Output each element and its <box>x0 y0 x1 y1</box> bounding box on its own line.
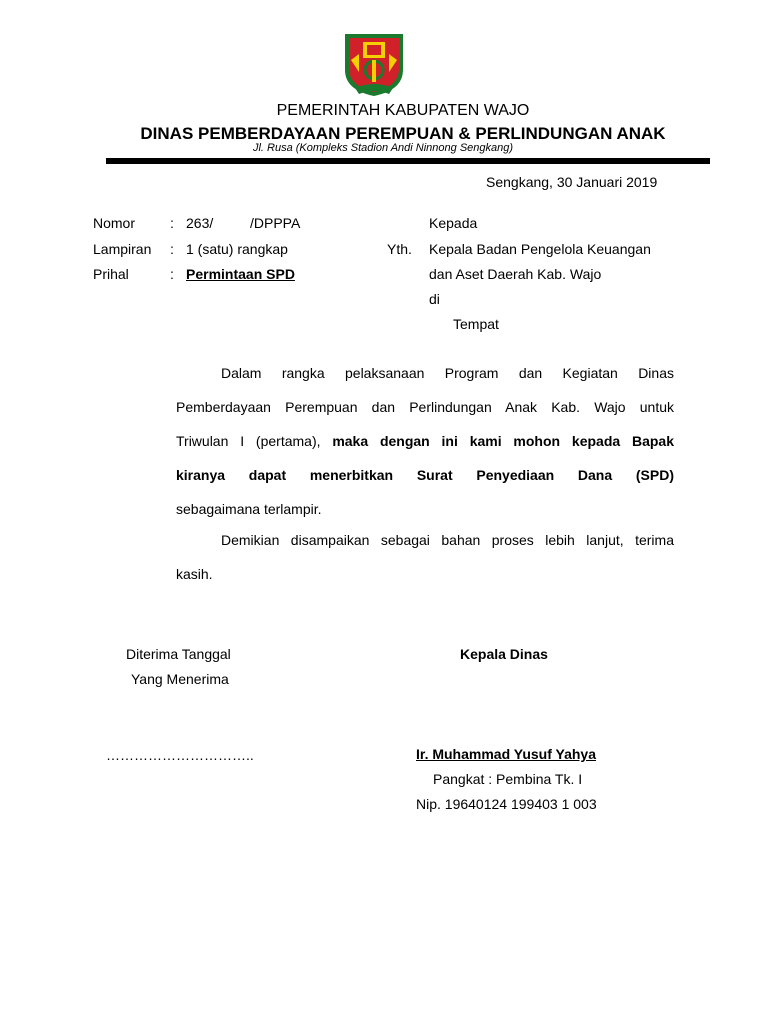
letterhead-address: Jl. Rusa (Kompleks Stadion Andi Ninnong Sengkang) <box>252 142 514 154</box>
signature-nip: Nip. 19640124 199403 1 003 <box>416 796 597 812</box>
prihal-value: Permintaan SPD <box>186 266 295 282</box>
nomor-label: Nomor <box>93 215 136 231</box>
lampiran-colon: : <box>170 241 174 257</box>
receipt-receiver-label: Yang Menerima <box>131 671 229 687</box>
recipient-tempat: Tempat <box>453 316 499 332</box>
recipient-di: di <box>429 291 440 307</box>
letterhead-government: PEMERINTAH KABUPATEN WAJO <box>276 102 530 119</box>
recipient-yth: Yth. <box>387 241 412 257</box>
prihal-colon: : <box>170 266 174 282</box>
signature-title: Kepala Dinas <box>460 646 548 662</box>
recipient-line-1: Kepala Badan Pengelola Keuangan <box>429 241 651 257</box>
body-line-bold-full: kiranya dapat menerbitkan Surat Penyediaan Dana (SPD) <box>176 467 674 483</box>
body-line: Demikian disampaikan sebagai bahan proses lebih lanjut, terima <box>221 532 674 548</box>
nomor-code: /DPPPA <box>250 215 301 231</box>
receipt-date-label: Diterima Tanggal <box>126 646 231 662</box>
prihal-label: Prihal <box>93 266 129 282</box>
body-line: Dalam rangka pelaksanaan Program dan Kegiatan Dinas <box>221 365 674 381</box>
date-line: Sengkang, 30 Januari 2019 <box>486 174 658 190</box>
recipient-kepada: Kepada <box>429 215 478 231</box>
signature-rank: Pangkat : Pembina Tk. I <box>433 771 583 787</box>
body-line: sebagaimana terlampir. <box>176 501 322 517</box>
lampiran-label: Lampiran <box>93 241 152 257</box>
body-line-plain: Triwulan I (pertama), <box>176 433 333 449</box>
body-paragraph-2 <box>176 532 674 600</box>
receipt-signature-dots: ………………………….. <box>106 747 254 763</box>
nomor-colon: : <box>170 215 174 231</box>
signature-name: Ir. Muhammad Yusuf Yahya <box>416 746 596 762</box>
recipient-line-2: dan Aset Daerah Kab. Wajo <box>429 266 602 282</box>
body-line: kasih. <box>176 566 213 582</box>
body-line <box>176 433 674 467</box>
nomor-value: 263/ <box>186 215 214 231</box>
body-paragraph-1 <box>176 365 674 535</box>
lampiran-value: 1 (satu) rangkap <box>186 241 288 257</box>
body-line-bold: maka dengan ini kami mohon kepada Bapak <box>332 433 674 449</box>
letterhead-agency: DINAS PEMBERDAYAAN PEREMPUAN & PERLINDUNGAN ANAK <box>140 124 666 143</box>
letterhead-rule <box>106 158 710 164</box>
body-line: Pemberdayaan Perempuan dan Perlindungan Anak Kab. Wajo untuk <box>176 399 674 415</box>
regency-logo <box>341 30 407 98</box>
